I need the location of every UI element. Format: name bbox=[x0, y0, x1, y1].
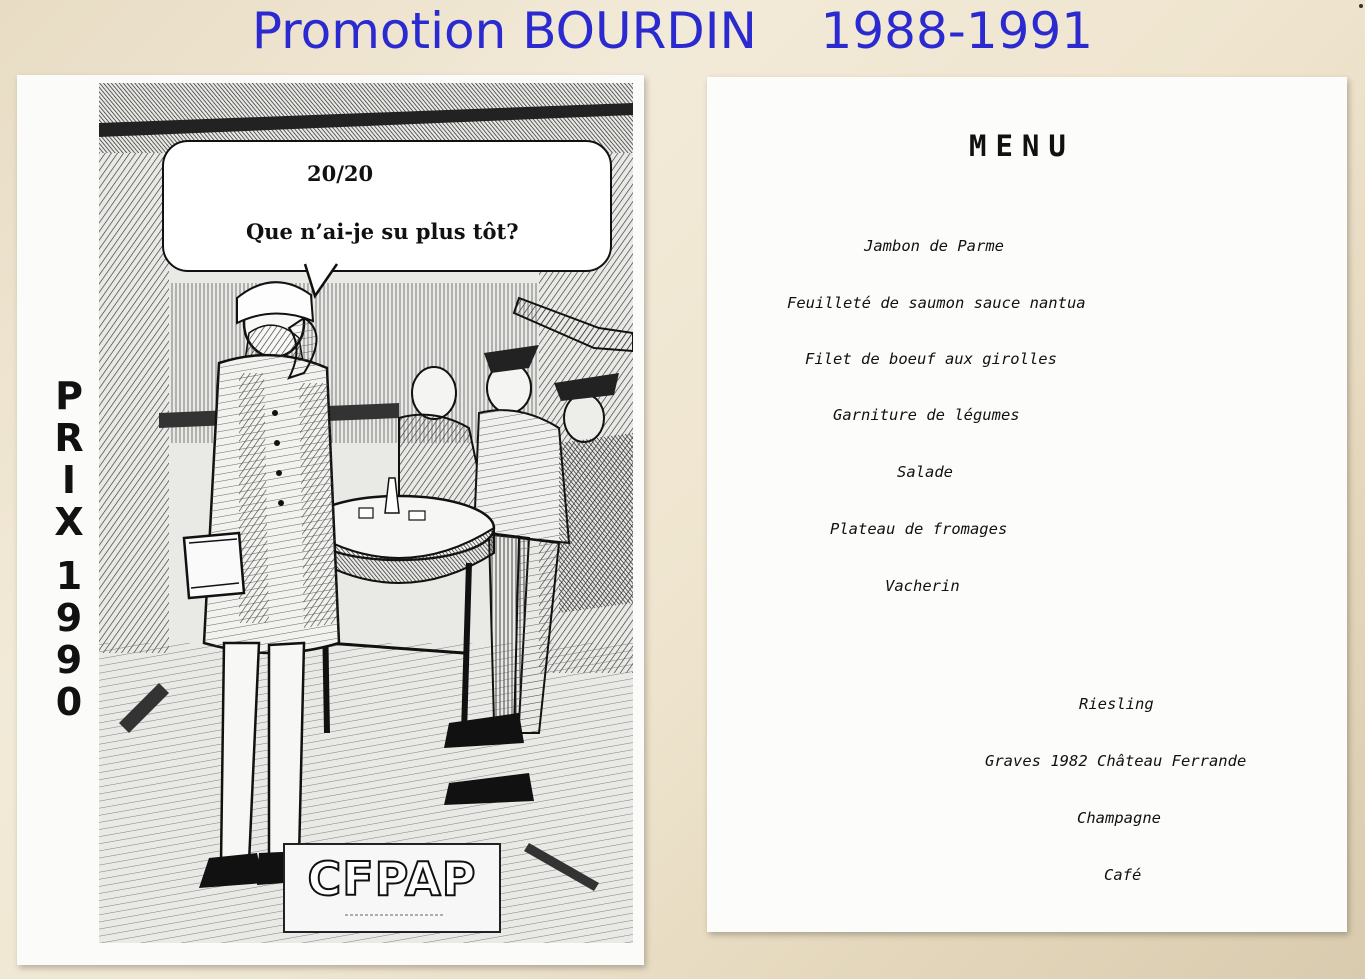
speech-bubble-tail bbox=[297, 260, 357, 300]
dish-item: Feuilleté de saumon sauce nantua bbox=[787, 294, 1086, 312]
prix-letter: R bbox=[54, 416, 84, 460]
bubble-score-text: 20/20 bbox=[307, 161, 374, 186]
drink-item: Graves 1982 Château Ferrande bbox=[985, 752, 1247, 770]
corner-mark bbox=[1358, 2, 1364, 10]
dish-item: Filet de boeuf aux girolles bbox=[805, 350, 1057, 368]
dish-item: Plateau de fromages bbox=[830, 520, 1008, 538]
dish-item: Jambon de Parme bbox=[864, 237, 1004, 255]
year-digit: 9 bbox=[55, 596, 83, 640]
dish-item: Vacherin bbox=[885, 577, 960, 595]
prix-1990-vertical-label bbox=[51, 375, 87, 723]
menu-page bbox=[707, 77, 1347, 932]
year-digit: 9 bbox=[55, 638, 83, 682]
year-digit: 0 bbox=[55, 680, 83, 724]
dish-item: Garniture de légumes bbox=[833, 406, 1020, 424]
logo-fine-print-line bbox=[285, 909, 499, 921]
cfpap-logo bbox=[283, 843, 501, 933]
drink-item: Riesling bbox=[1079, 695, 1154, 713]
drink-item: Café bbox=[1104, 866, 1142, 884]
year-digit: 1 bbox=[55, 554, 83, 598]
menu-title: MENU bbox=[969, 129, 1075, 163]
prix-letter: I bbox=[61, 458, 77, 502]
prix-letter: X bbox=[54, 500, 84, 544]
slide-title: Promotion BOURDIN 1988-1991 bbox=[251, 2, 1094, 60]
prix-letter: P bbox=[55, 374, 83, 418]
dish-item: Salade bbox=[897, 463, 953, 481]
drink-item: Champagne bbox=[1077, 809, 1161, 827]
cfpap-logo-text: CFPAP bbox=[307, 852, 477, 906]
bubble-quote-text: Que n’ai-je su plus tôt? bbox=[246, 219, 519, 244]
menu-cover-page bbox=[17, 75, 644, 965]
speech-bubble bbox=[162, 140, 612, 272]
